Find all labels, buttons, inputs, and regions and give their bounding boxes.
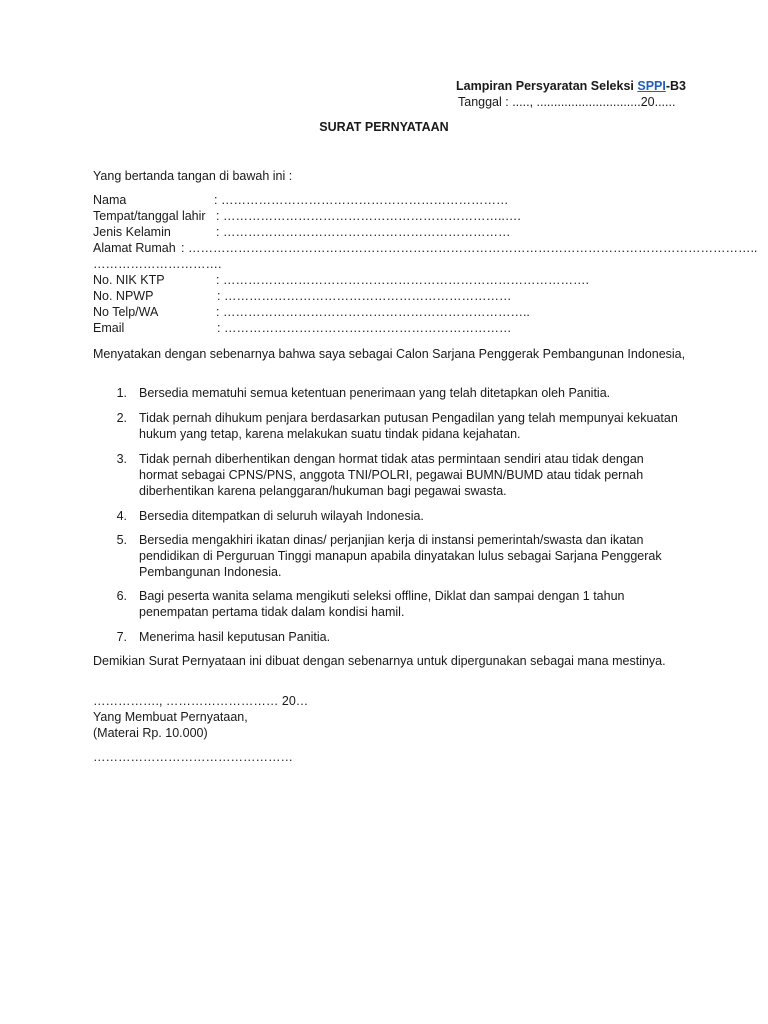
list-item-text: Menerima hasil keputusan Panitia. [139,630,331,644]
field-phone-label: No Telp/WA [93,305,159,319]
field-npwp-value: : …………………………………………………………… [217,289,512,303]
list-item-number: 5. [116,533,127,547]
field-birth-label: Tempat/tanggal lahir [93,209,206,223]
signature-date-line: ……………., ……………………… 20… [93,694,309,708]
list-item-text: Tidak pernah diberhentikan dengan hormat tidak atas permintaan sendiri atau tidak dengan hormat sebagai CPNS/PNS, anggota TNI/POLRI, pegawai BUMN/BUMD atau tidak pernah diberhentikan karena pelanggaran/hukuman bagi pegawai swasta. [139,452,644,498]
field-birth-value: : …………………………………………………………..…. [216,209,521,223]
field-name-value: : …………………………………………………………… [214,193,509,207]
list-item-text: Tidak pernah dihukum penjara berdasarkan putusan Pengadilan yang telah mempunyai kekuatan hukum yang tetap, karena melakukan suatu tindak pidana kejahatan. [139,411,678,441]
list-item-text: Bersedia mengakhiri ikatan dinas/ perjanjian kerja di instansi pemerintah/swasta dan ikatan pendidikan di Perguruan Tinggi manapun apabila dinyatakan lulus sebagai Sarjana Penggerak Pembangunan Indonesia. [139,533,662,579]
list-item-text: Bagi peserta wanita selama mengikuti seleksi offline, Diklat dan sampai dengan 1 tahun penempatan pertama tidak dalam kondisi hamil. [139,589,625,619]
field-address-label: Alamat Rumah [93,241,176,255]
field-nik-label: No. NIK KTP [93,273,165,287]
field-address-value: : ……………………………………………………………………………………………………………………….. [181,241,758,255]
date-header: Tanggal : ....., ..............................20...... [458,95,676,109]
list-item-text: Bersedia mematuhi semua ketentuan penerimaan yang telah ditetapkan oleh Panitia. [139,386,611,400]
list-item-number: 2. [116,411,127,425]
field-nik-value: : ……………………………………………………………………………. [216,273,589,287]
list-item-text: Bersedia ditempatkan di seluruh wilayah Indonesia. [139,509,424,523]
list-item-number: 7. [116,630,127,644]
field-gender-label: Jenis Kelamin [93,225,171,239]
list-item-number: 3. [116,452,127,466]
field-phone-value: : ……………………………………………………………….. [216,305,530,319]
list-item-number: 6. [116,589,127,603]
field-npwp-label: No. NPWP [93,289,154,303]
field-email-label: Email [93,321,125,335]
attachment-header: Lampiran Persyaratan Seleksi SPPI-B3 [456,79,687,93]
sppi-link[interactable]: SPPI [637,79,666,93]
field-address-continuation: …………………………. [93,257,222,271]
field-name-label: Nama [93,193,127,207]
field-gender-value: : …………………………………………………………… [216,225,511,239]
statement-paragraph: Menyatakan dengan sebenarnya bahwa saya sebagai Calon Sarjana Penggerak Pembangunan Indonesia, [93,347,686,361]
document-title: SURAT PERNYATAAN [319,120,449,134]
signature-maker: Yang Membuat Pernyataan, [93,710,248,724]
signature-line: ………………………………………… [93,750,293,764]
intro-text: Yang bertanda tangan di bawah ini : [93,169,293,183]
closing-paragraph: Demikian Surat Pernyataan ini dibuat dengan sebenarnya untuk dipergunakan sebagai mana mestinya. [93,654,666,668]
field-email-value: : …………………………………………………………… [217,321,512,335]
list-item-number: 1. [116,386,127,400]
stamp-duty-note: (Materai Rp. 10.000) [93,726,208,740]
list-item-number: 4. [116,509,127,523]
